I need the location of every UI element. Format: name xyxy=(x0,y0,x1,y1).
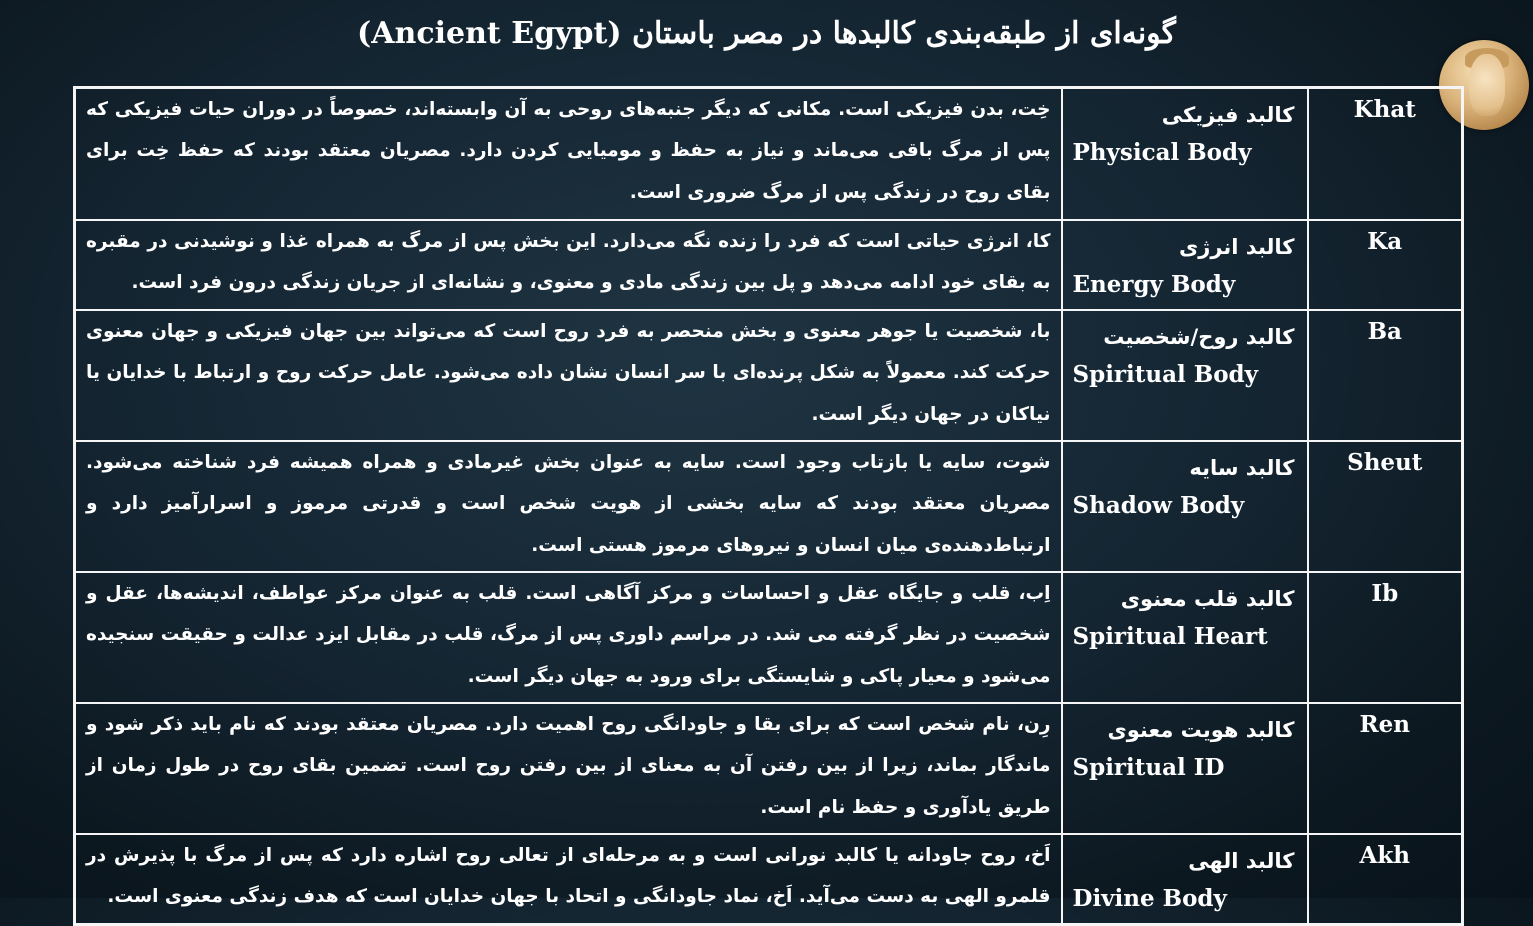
name-persian: کالبد سایه xyxy=(1189,456,1295,480)
name-english: Energy Body xyxy=(1072,271,1236,298)
egyptian-term-cell: Ka xyxy=(1308,220,1463,310)
name-cell xyxy=(1062,220,1308,310)
table-row xyxy=(75,88,1463,221)
name-persian: کالبد فیزیکی xyxy=(1161,103,1295,127)
table-row xyxy=(75,441,1463,572)
table-row xyxy=(75,310,1463,441)
description-cell: کا، انرژی حیاتی است که فرد را زنده نگه می‌دارد. این بخش پس از مرگ به همراه غذا و نوشیدنی در مقبره به بقای خود ادامه می‌دهد و پل بین زندگی مادی و معنوی، و نشانه‌ای از جریان زندگی درون فرد است. xyxy=(75,220,1062,310)
table-row xyxy=(75,220,1463,310)
name-persian: کالبد روح/شخصیت xyxy=(1103,325,1295,349)
name-cell xyxy=(1062,834,1308,925)
name-cell xyxy=(1062,703,1308,834)
egyptian-bodies-table xyxy=(73,86,1464,926)
name-cell xyxy=(1062,88,1308,221)
name-cell xyxy=(1062,310,1308,441)
egyptian-term-cell: Ren xyxy=(1308,703,1463,834)
description-cell: خِت، بدن فیزیکی است. مکانی که دیگر جنبه‌های روحی به آن وابسته‌اند، خصوصاً در دوران حیات فیزیکی که پس از مرگ باقی می‌ماند و نیاز به حفظ و مومیایی کردن دارد. مصریان معتقد بودند که حفظ خِت برای بقای روح در زندگی پس از مرگ ضروری است. xyxy=(75,88,1062,221)
description-cell: اَخ، روح جاودانه یا کالبد نورانی است و به مرحله‌ای از تعالی روح اشاره دارد که پس از مرگ با پذیرش در قلمرو الهی به دست می‌آید. اَخ، نماد جاودانگی و اتحاد با جهان خدایان است که هدف زندگی معنوی است. xyxy=(75,834,1062,925)
egyptian-term-cell: Ba xyxy=(1308,310,1463,441)
name-cell xyxy=(1062,441,1308,572)
description-cell: با، شخصیت یا جوهر معنوی و بخش منحصر به فرد روح است که می‌تواند بین جهان فیزیکی و جهان معنوی حرکت کند. معمولاً به شکل پرنده‌ای با سر انسان نشان داده می‌شود. عامل حرکت روح و ارتباط با خدایان یا نیاکان در جهان دیگر است. xyxy=(75,310,1062,441)
name-persian: کالبد هویت معنوی xyxy=(1107,718,1295,742)
name-cell xyxy=(1062,572,1308,703)
egyptian-term-cell: Sheut xyxy=(1308,441,1463,572)
egyptian-term-cell: Khat xyxy=(1308,88,1463,221)
egyptian-term-cell: Akh xyxy=(1308,834,1463,925)
name-english: Spiritual Body xyxy=(1072,361,1259,388)
egyptian-term-cell: Ib xyxy=(1308,572,1463,703)
table-row xyxy=(75,572,1463,703)
description-cell: رِن، نام شخص است که برای بقا و جاودانگی روح اهمیت دارد. مصریان معتقد بودند که نام باید ذکر شود و ماندگار بماند، زیرا از بین رفتن آن به معنای از بین رفتن روح است. تضمین بقای روح در طول زمان از طریق یادآوری و حفظ نام است. xyxy=(75,703,1062,834)
table-row xyxy=(75,703,1463,834)
name-english: Divine Body xyxy=(1072,885,1227,912)
table-row xyxy=(75,834,1463,925)
name-persian: کالبد قلب معنوی xyxy=(1120,587,1295,611)
name-persian: کالبد انرژی xyxy=(1179,235,1295,259)
description-cell: شوت، سایه یا بازتاب وجود است. سایه به عنوان بخش غیرمادی و همراه همیشه فرد شناخته می‌شود. مصریان معتقد بودند که سایه بخشی از هویت شخص است و قدرتی مرموز و اسرارآمیز دارد و ارتباط‌دهنده‌ی میان انسان و نیروهای مرموز هستی است. xyxy=(75,441,1062,572)
name-persian: کالبد الهی xyxy=(1188,849,1295,873)
name-english: Physical Body xyxy=(1072,139,1252,166)
portrait-face xyxy=(1469,54,1505,116)
name-english: Shadow Body xyxy=(1072,492,1245,519)
description-cell: اِب، قلب و جایگاه عقل و احساسات و مرکز آگاهی است. قلب به عنوان مرکز عواطف، اندیشه‌ها، عقل و شخصیت در نظر گرفته می شد. در مراسم داوری پس از مرگ، قلب در مقابل ایزد عدالت و حقیقت سنجیده می‌شود و معیار پاکی و شایستگی برای ورود به جهان دیگر است. xyxy=(75,572,1062,703)
name-english: Spiritual ID xyxy=(1072,754,1225,781)
name-english: Spiritual Heart xyxy=(1072,623,1268,650)
page-title: گونه‌ای از طبقه‌بندی کالبدها در مصر باستان (Ancient Egypt) xyxy=(357,16,1176,51)
